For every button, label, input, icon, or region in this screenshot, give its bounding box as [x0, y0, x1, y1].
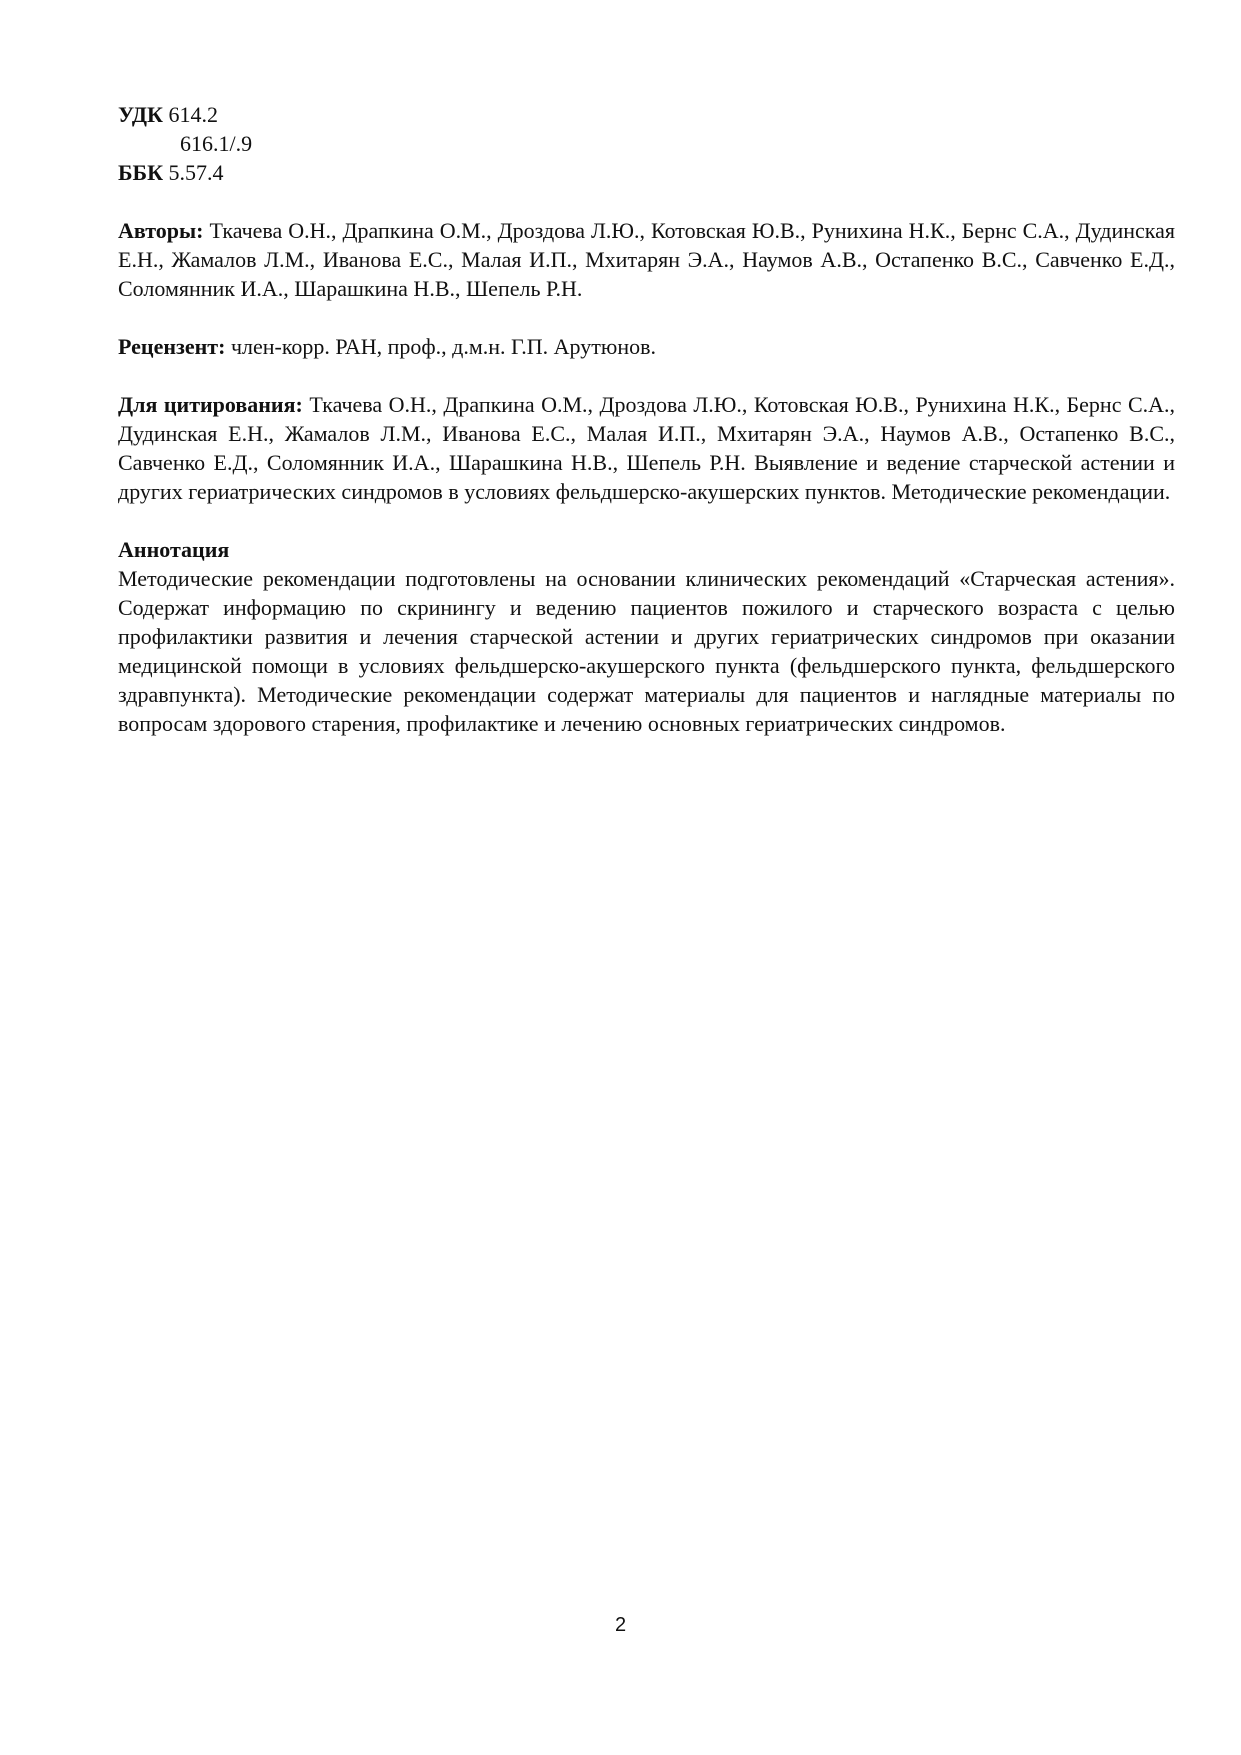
udc-line [118, 100, 1175, 129]
authors-paragraph [118, 216, 1175, 303]
citation-label: Для цитирования: [118, 392, 303, 417]
bbk-label: ББК [118, 160, 164, 185]
udc-label: УДК [118, 102, 164, 127]
page-number: 2 [614, 1614, 627, 1636]
classification-block [118, 100, 1175, 187]
udc-value-2: 616.1/.9 [180, 131, 253, 156]
document-page [118, 100, 1175, 738]
authors-label: Авторы: [118, 218, 204, 243]
citation-paragraph [118, 390, 1175, 506]
bbk-line [118, 158, 1175, 187]
bbk-value: 5.57.4 [168, 160, 224, 185]
annotation-heading: Аннотация [118, 537, 230, 562]
reviewer-text: член-корр. РАН, проф., д.м.н. Г.П. Арутюнов. [230, 334, 656, 359]
udc-line-2 [118, 129, 1175, 158]
udc-value-1: 614.2 [168, 102, 219, 127]
reviewer-label: Рецензент: [118, 334, 226, 359]
annotation-section [118, 535, 1175, 738]
reviewer-paragraph [118, 332, 1175, 361]
authors-text: Ткачева О.Н., Драпкина О.М., Дроздова Л.Ю., Котовская Ю.В., Рунихина Н.К., Бернс С.А., Дудинская Е.Н., Жамалов Л.М., Иванова Е.С., Малая И.П., Мхитарян Э.А., Наумов А.В., Остапенко В.С., Савченко Е.Д., Соломянник И.А., Шарашкина Н.В., Шепель Р.Н. [118, 218, 1176, 301]
citation-text: Ткачева О.Н., Драпкина О.М., Дроздова Л.Ю., Котовская Ю.В., Рунихина Н.К., Бернс С.А., Дудинская Е.Н., Жамалов Л.М., Иванова Е.С., Малая И.П., Мхитарян Э.А., Наумов А.В., Остапенко В.С., Савченко Е.Д., Соломянник И.А., Шарашкина Н.В., Шепель Р.Н. Выявление и ведение старческой астении и других гериатрических синдромов в условиях фельдшерско-акушерских пунктов. Методические рекомендации. [118, 392, 1176, 504]
annotation-text: Методические рекомендации подготовлены на основании клинических рекомендаций «Старческая астения». Содержат информацию по скринингу и ведению пациентов пожилого и старческого возраста с целью профилактики развития и лечения старческой астении и других гериатрических синдромов при оказании медицинской помощи в условиях фельдшерско-акушерского пункта (фельдшерского пункта, фельдшерского здравпункта). Методические рекомендации содержат материалы для пациентов и наглядные материалы по вопросам здорового старения, профилактике и лечению основных гериатрических синдромов. [118, 566, 1175, 736]
